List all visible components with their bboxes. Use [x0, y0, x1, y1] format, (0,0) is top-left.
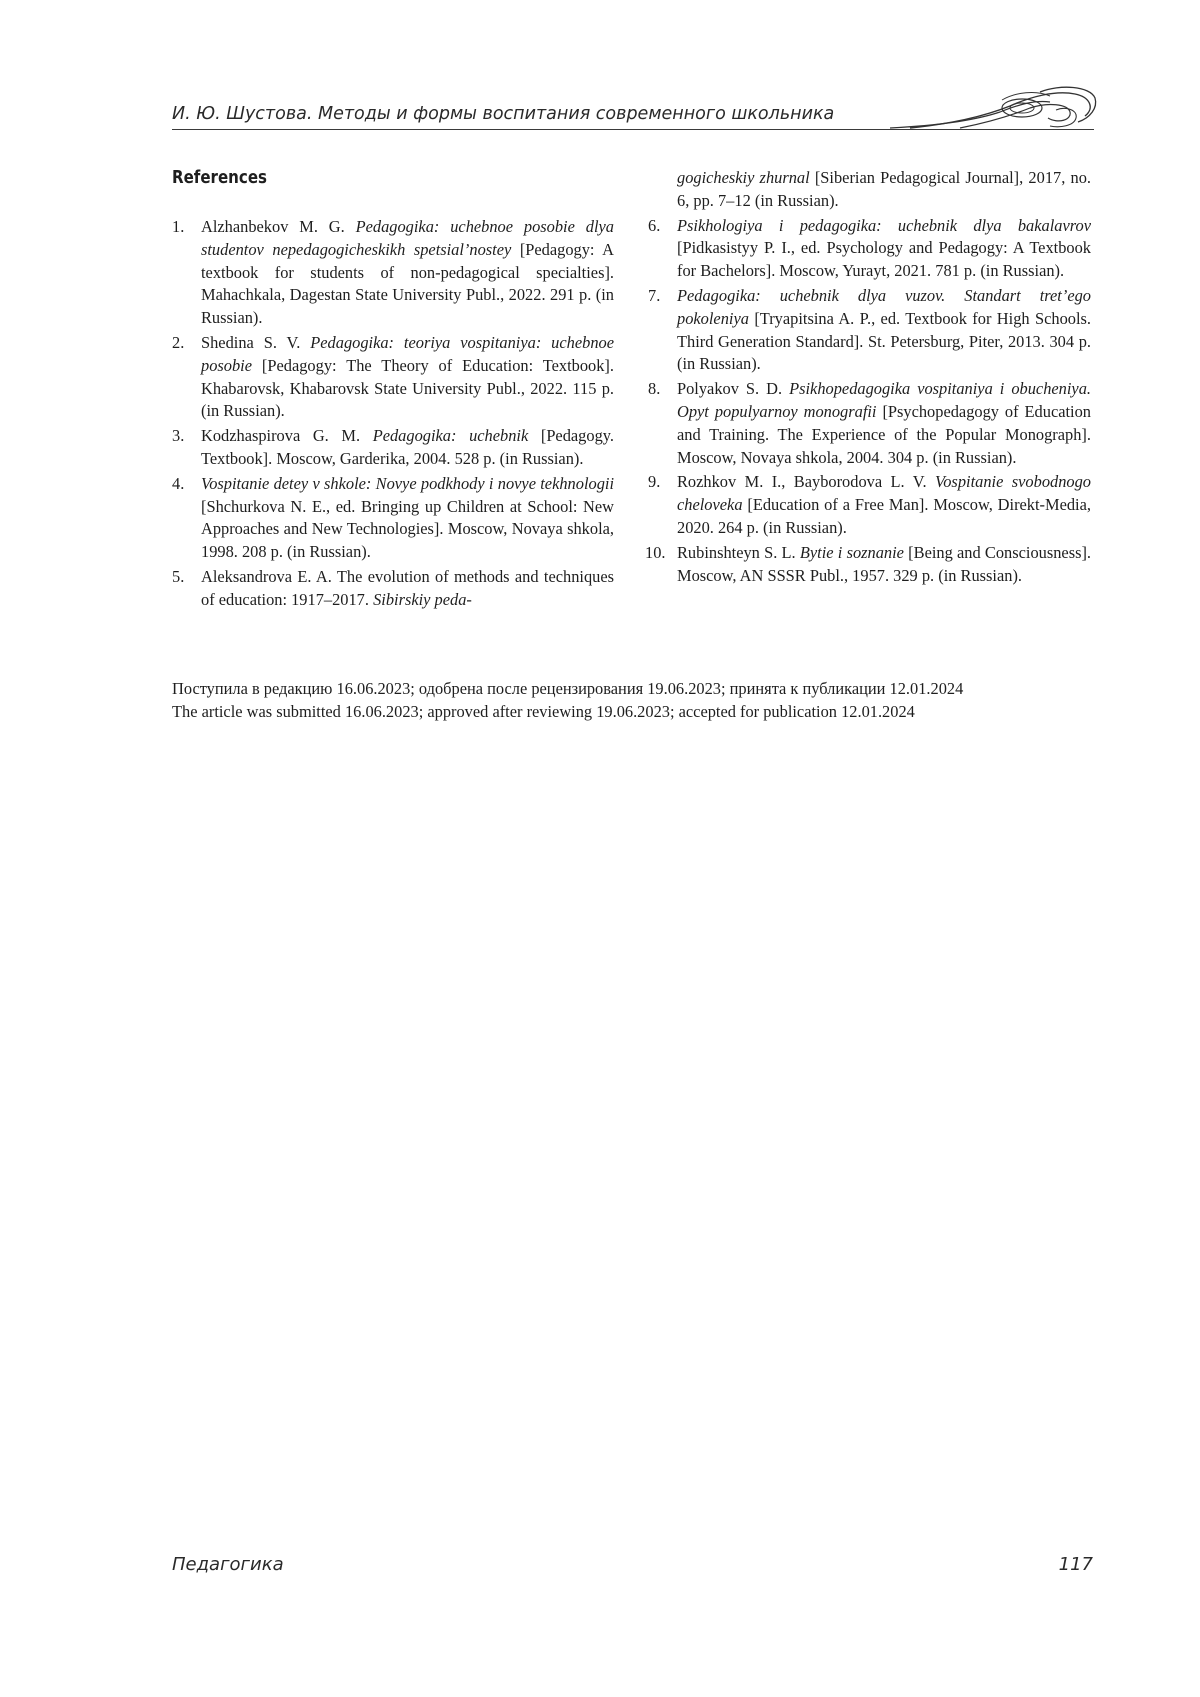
reference-authors: Aleksandrova E. A. The evolution of methods and techniques of education: 1917–2017. [201, 566, 614, 609]
reference-item [648, 215, 1091, 283]
reference-details: [Psychopedagogy of Education and Training. The Experience of the Popular Monograph]. Moscow, Novaya shkola, 2004. 304 p. (in Russian). [677, 401, 1091, 467]
reference-authors: Rozhkov M. I., Bayborodova L. V. [677, 472, 936, 492]
reference-title: Pedagogika: uchebnik dlya vuzov. Standart tret’ego pokoleniya [677, 285, 1091, 328]
reference-number: 7. [648, 285, 661, 305]
references-column-left [172, 216, 614, 614]
running-title: И. Ю. Шустова. Методы и формы воспитания современного школьника [172, 104, 835, 124]
reference-number: 1. [172, 217, 185, 236]
references-column-right [645, 167, 1092, 589]
reference-authors: Polyakov S. D. [677, 379, 790, 399]
reference-title: Psikhologiya i pedagogika: uchebnik dlya bakalavrov [677, 215, 1091, 235]
reference-details: [Shchurkova N. E., ed. Bringing up Children at School: New Approaches and New Technologies]. Moscow, Novaya shkola, 1998. 208 p. (in Russian). [201, 496, 614, 562]
reference-title: Vospitanie svobodnogo cheloveka [677, 472, 1091, 515]
reference-number: 8. [648, 379, 661, 399]
reference-title: Pedagogika: uchebnoe posobie dlya studentov nepedagogicheskikh spetsial’nostey [201, 217, 614, 259]
reference-details: [Education of a Free Man]. Moscow, Direkt-Media, 2020. 264 p. (in Russian). [677, 495, 1091, 537]
reference-authors: Shedina S. V. [201, 332, 311, 352]
reference-details: [Pidkasistyy P. I., ed. Psychology and Pedagogy: A Textbook for Bachelors]. Moscow, Yurayt, 2021. 781 p. (in Russian). [677, 238, 1091, 281]
submission-dates-ru: Поступила в редакцию 16.06.2023; одобрена после рецензирования 19.06.2023; принята к публикации 12.01.2024 [172, 679, 964, 698]
reference-details: [Pedagogy: The Theory of Education: Textbook]. Khabarovsk, Khabarovsk State University Publ., 2022. 115 p. (in Russian). [201, 355, 614, 421]
reference-title: Psikhopedagogika vospitaniya i obucheniya. Opyt populyarnoy monografii [677, 379, 1091, 421]
reference-number: 3. [172, 426, 185, 446]
reference-title: Pedagogika: teoriya vospitaniya: uchebnoe posobie [201, 332, 614, 375]
reference-number: 10. [645, 542, 666, 562]
reference-number: 4. [172, 473, 185, 493]
ornament-icon [890, 82, 1100, 134]
reference-item [172, 425, 614, 471]
reference-title: Sibirskiy peda- [373, 589, 472, 609]
reference-authors: Alzhanbekov M. G. [201, 217, 356, 236]
reference-authors: Kodzhaspirova G. M. [201, 426, 373, 446]
reference-number: 2. [172, 332, 185, 352]
reference-item [648, 378, 1091, 469]
reference-item [172, 473, 614, 564]
reference-title: gogicheskiy zhurnal [677, 168, 810, 187]
reference-item [172, 216, 614, 330]
reference-number: 9. [648, 472, 661, 492]
reference-details: [Siberian Pedagogical Journal], 2017, no. 6, pp. 7–12 (in Russian). [677, 168, 1091, 210]
reference-item [645, 542, 1092, 588]
references-heading: References [172, 168, 267, 188]
footer-page-number: 117 [1058, 1554, 1093, 1575]
reference-number: 5. [172, 566, 185, 586]
reference-details: [Pedagogy. Textbook]. Moscow, Garderika, 2004. 528 p. (in Russian). [201, 426, 614, 468]
reference-title: Bytie i soznanie [799, 542, 904, 562]
reference-item [648, 471, 1091, 539]
reference-item [172, 332, 614, 423]
reference-title: Vospitanie detey v shkole: Novye podkhody i novye tekhnologii [201, 473, 614, 493]
reference-item [648, 285, 1091, 376]
reference-number: 6. [648, 215, 661, 235]
reference-title: Pedagogika: uchebnik [372, 426, 529, 446]
header-rule [172, 129, 1094, 130]
reference-authors: Rubinshteyn S. L. [677, 542, 800, 562]
reference-details: [Pedagogy: A textbook for students of non-pedagogical specialties]. Mahachkala, Dagestan State University Publ., 2022. 291 p. (in Russian). [201, 239, 614, 328]
footer-journal-name: Педагогика [172, 1554, 284, 1575]
reference-details: [Being and Consciousness]. Moscow, AN SSSR Publ., 1957. 329 p. (in Russian). [677, 542, 1092, 585]
submission-dates-en: The article was submitted 16.06.2023; approved after reviewing 19.06.2023; accepted for publication 12.01.2024 [172, 702, 915, 721]
reference-continuation [648, 167, 1091, 213]
reference-item [172, 566, 614, 612]
submission-dates [172, 677, 1102, 723]
reference-details: [Tryapitsina A. P., ed. Textbook for High Schools. Third Generation Standard]. St. Petersburg, Piter, 2013. 304 p. (in Russian). [677, 308, 1091, 374]
